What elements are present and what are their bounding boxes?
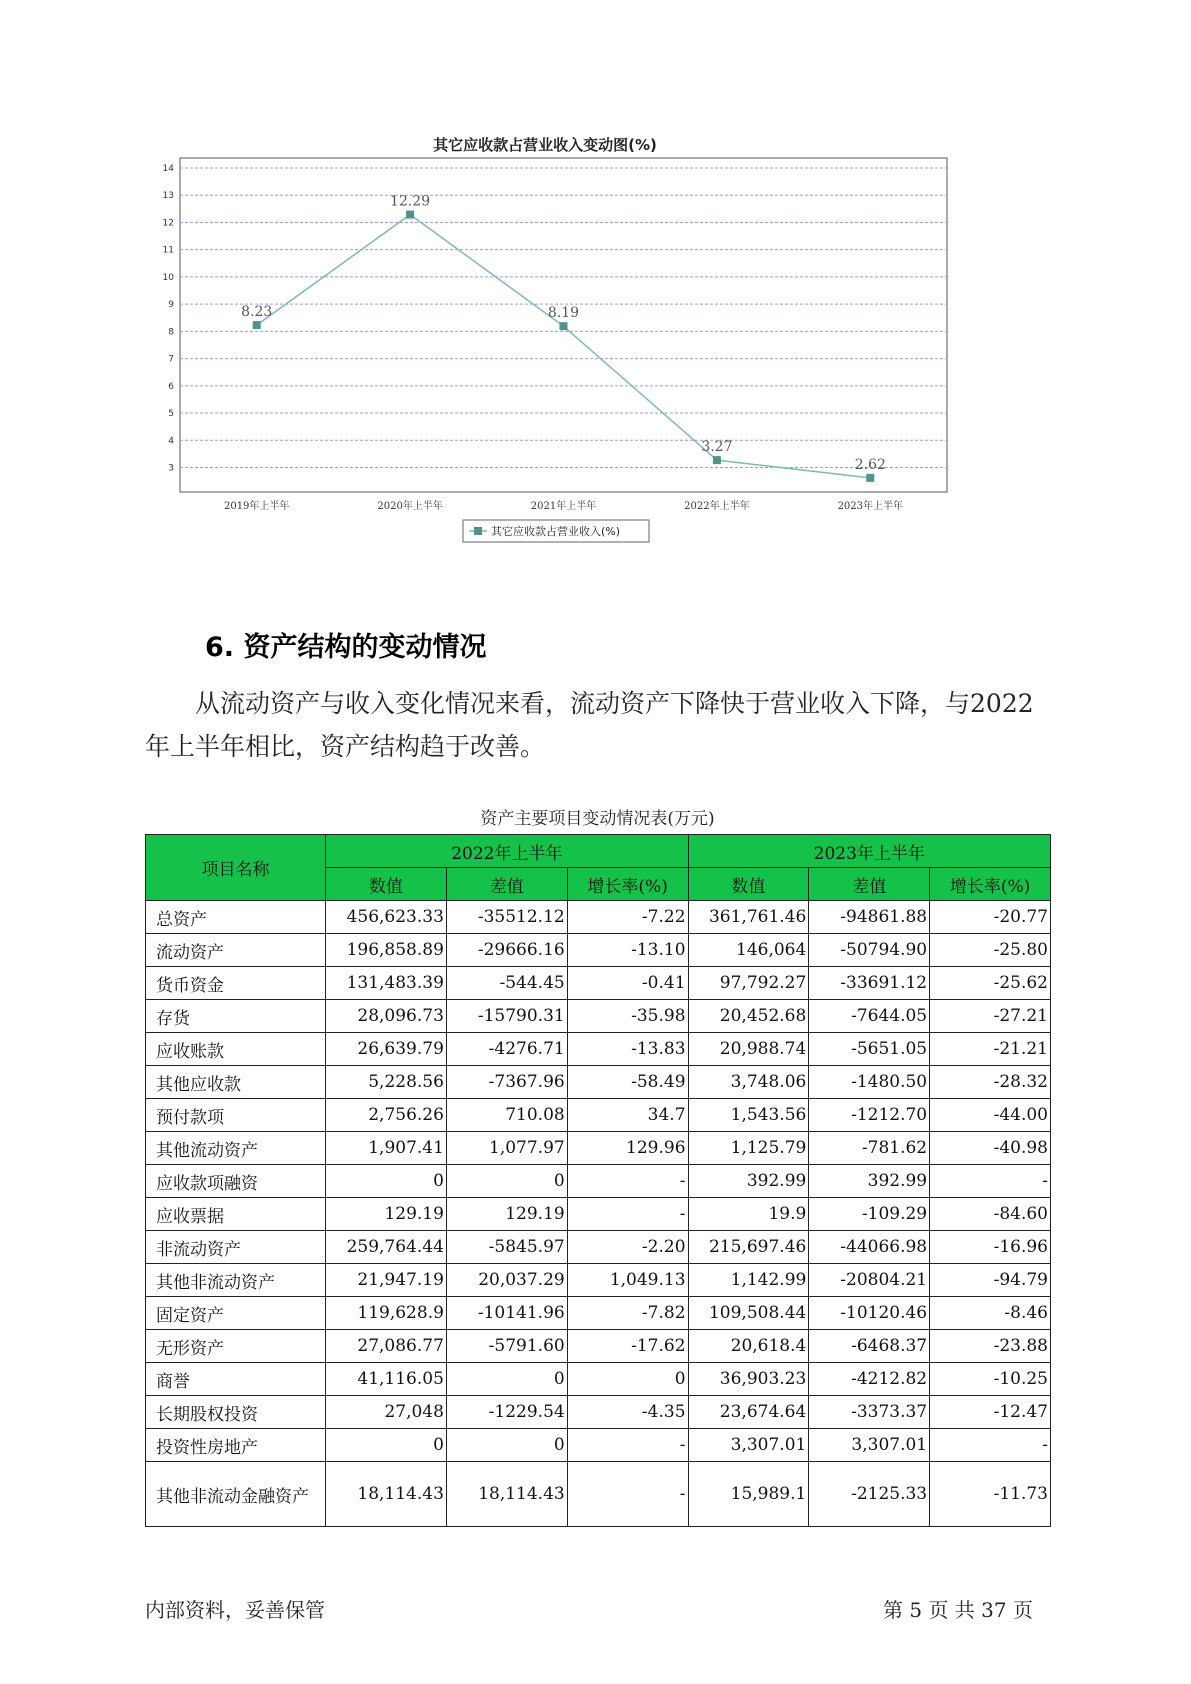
y-tick-label: 9 xyxy=(168,300,174,311)
cell-row-name: 商誉 xyxy=(146,1363,326,1396)
cell-value-2022: 5,228.56 xyxy=(326,1066,447,1099)
table-row xyxy=(146,967,1051,1000)
cell-value-2022: 2,756.26 xyxy=(326,1099,447,1132)
cell-diff-2022: -4276.71 xyxy=(446,1033,567,1066)
cell-rate-2023: -27.21 xyxy=(930,1000,1051,1033)
table-body xyxy=(146,901,1051,1527)
cell-diff-2022: -15790.31 xyxy=(446,1000,567,1033)
cell-diff-2023: -6468.37 xyxy=(809,1330,930,1363)
header-period-2023: 2023年上半年 xyxy=(688,835,1050,868)
cell-rate-2023: -21.21 xyxy=(930,1033,1051,1066)
cell-rate-2022: -0.41 xyxy=(567,967,688,1000)
cell-rate-2022: -13.10 xyxy=(567,934,688,967)
cell-row-name: 其他非流动金融资产 xyxy=(146,1462,326,1527)
cell-value-2023: 392.99 xyxy=(688,1165,809,1198)
legend-marker xyxy=(474,527,482,535)
table-row xyxy=(146,1396,1051,1429)
cell-value-2022: 26,639.79 xyxy=(326,1033,447,1066)
table-row xyxy=(146,1165,1051,1198)
cell-value-2023: 19.9 xyxy=(688,1198,809,1231)
cell-diff-2022: 129.19 xyxy=(446,1198,567,1231)
cell-rate-2022: -7.22 xyxy=(567,901,688,934)
cell-row-name: 无形资产 xyxy=(146,1330,326,1363)
footer-confidential: 内部资料，妥善保管 xyxy=(145,1598,325,1622)
y-tick-label: 13 xyxy=(162,191,174,202)
cell-value-2022: 196,858.89 xyxy=(326,934,447,967)
cell-diff-2023: -20804.21 xyxy=(809,1264,930,1297)
cell-rate-2022: 1,049.13 xyxy=(567,1264,688,1297)
table-row xyxy=(146,1297,1051,1330)
cell-row-name: 应收款项融资 xyxy=(146,1165,326,1198)
cell-rate-2023: - xyxy=(930,1165,1051,1198)
table-row xyxy=(146,1099,1051,1132)
y-tick-label: 12 xyxy=(162,218,174,229)
y-tick-label: 4 xyxy=(168,436,174,447)
body-paragraph xyxy=(145,682,1045,768)
cell-diff-2023: -50794.90 xyxy=(809,934,930,967)
cell-rate-2022: - xyxy=(567,1198,688,1231)
y-tick-label: 14 xyxy=(162,164,174,174)
cell-rate-2023: -10.25 xyxy=(930,1363,1051,1396)
cell-value-2022: 18,114.43 xyxy=(326,1462,447,1527)
header-rate: 增长率(%) xyxy=(567,868,688,901)
cell-row-name: 流动资产 xyxy=(146,934,326,967)
table-row xyxy=(146,1198,1051,1231)
data-point xyxy=(560,322,568,330)
cell-value-2023: 20,618.4 xyxy=(688,1330,809,1363)
cell-rate-2023: -44.00 xyxy=(930,1099,1051,1132)
cell-value-2023: 3,307.01 xyxy=(688,1429,809,1462)
cell-value-2023: 361,761.46 xyxy=(688,901,809,934)
cell-diff-2022: -1229.54 xyxy=(446,1396,567,1429)
cell-value-2022: 28,096.73 xyxy=(326,1000,447,1033)
cell-value-2022: 0 xyxy=(326,1429,447,1462)
cell-rate-2023: -12.47 xyxy=(930,1396,1051,1429)
cell-rate-2023: -40.98 xyxy=(930,1132,1051,1165)
cell-row-name: 应收票据 xyxy=(146,1198,326,1231)
cell-diff-2022: 0 xyxy=(446,1363,567,1396)
cell-diff-2023: -7644.05 xyxy=(809,1000,930,1033)
cell-diff-2022: -544.45 xyxy=(446,967,567,1000)
table-row xyxy=(146,1264,1051,1297)
cell-diff-2023: -4212.82 xyxy=(809,1363,930,1396)
cell-rate-2023: -25.62 xyxy=(930,967,1051,1000)
series-line xyxy=(257,215,871,478)
cell-rate-2022: -13.83 xyxy=(567,1033,688,1066)
header-diff: 差值 xyxy=(446,868,567,901)
cell-value-2022: 27,048 xyxy=(326,1396,447,1429)
cell-rate-2022: -17.62 xyxy=(567,1330,688,1363)
data-label: 12.29 xyxy=(390,193,431,210)
y-tick-label: 11 xyxy=(162,245,174,256)
cell-value-2022: 456,623.33 xyxy=(326,901,447,934)
y-tick-label: 10 xyxy=(162,272,174,283)
table-caption: 资产主要项目变动情况表(万元) xyxy=(480,809,715,829)
line-chart xyxy=(162,136,1020,590)
cell-value-2023: 20,988.74 xyxy=(688,1033,809,1066)
cell-diff-2023: -33691.12 xyxy=(809,967,930,1000)
data-label: 8.23 xyxy=(241,304,273,321)
cell-diff-2022: -5791.60 xyxy=(446,1330,567,1363)
chart-container xyxy=(162,136,1020,590)
header-value: 数值 xyxy=(326,868,447,901)
cell-value-2022: 41,116.05 xyxy=(326,1363,447,1396)
cell-row-name: 投资性房地产 xyxy=(146,1429,326,1462)
header-item-name: 项目名称 xyxy=(146,835,326,901)
cell-rate-2023: -20.77 xyxy=(930,901,1051,934)
y-tick-label: 8 xyxy=(168,327,174,338)
cell-value-2022: 27,086.77 xyxy=(326,1330,447,1363)
cell-rate-2023: -28.32 xyxy=(930,1066,1051,1099)
cell-rate-2022: 34.7 xyxy=(567,1099,688,1132)
y-tick-label: 3 xyxy=(168,463,174,474)
chart-title: 其它应收款占营业收入变动图(%) xyxy=(433,136,657,154)
x-tick-label: 2019年上半年 xyxy=(223,501,290,512)
cell-diff-2022: 20,037.29 xyxy=(446,1264,567,1297)
table-row xyxy=(146,1231,1051,1264)
cell-rate-2022: - xyxy=(567,1462,688,1527)
cell-value-2022: 21,947.19 xyxy=(326,1264,447,1297)
data-label: 2.62 xyxy=(854,456,886,473)
cell-diff-2022: -29666.16 xyxy=(446,934,567,967)
cell-value-2023: 1,142.99 xyxy=(688,1264,809,1297)
table-row xyxy=(146,1066,1051,1099)
cell-value-2023: 1,125.79 xyxy=(688,1132,809,1165)
cell-value-2023: 109,508.44 xyxy=(688,1297,809,1330)
table-row xyxy=(146,1000,1051,1033)
cell-value-2023: 215,697.46 xyxy=(688,1231,809,1264)
cell-diff-2022: -5845.97 xyxy=(446,1231,567,1264)
table-row xyxy=(146,1363,1051,1396)
cell-row-name: 应收账款 xyxy=(146,1033,326,1066)
header-period-2022: 2022年上半年 xyxy=(326,835,688,868)
header-value: 数值 xyxy=(688,868,809,901)
cell-value-2023: 1,543.56 xyxy=(688,1099,809,1132)
cell-rate-2022: -35.98 xyxy=(567,1000,688,1033)
cell-row-name: 存货 xyxy=(146,1000,326,1033)
table-row xyxy=(146,901,1051,934)
cell-value-2023: 3,748.06 xyxy=(688,1066,809,1099)
section-heading: 6. 资产结构的变动情况 xyxy=(205,632,487,663)
cell-diff-2023: -1212.70 xyxy=(809,1099,930,1132)
x-tick-label: 2020年上半年 xyxy=(377,501,443,512)
cell-value-2023: 97,792.27 xyxy=(688,967,809,1000)
cell-diff-2023: -781.62 xyxy=(809,1132,930,1165)
cell-diff-2023: 392.99 xyxy=(809,1165,930,1198)
cell-diff-2022: -35512.12 xyxy=(446,901,567,934)
cell-rate-2023: - xyxy=(930,1429,1051,1462)
y-tick-label: 5 xyxy=(168,409,174,420)
cell-rate-2022: -58.49 xyxy=(567,1066,688,1099)
cell-diff-2022: -10141.96 xyxy=(446,1297,567,1330)
cell-row-name: 固定资产 xyxy=(146,1297,326,1330)
cell-row-name: 总资产 xyxy=(146,901,326,934)
cell-value-2023: 36,903.23 xyxy=(688,1363,809,1396)
cell-row-name: 非流动资产 xyxy=(146,1231,326,1264)
cell-diff-2023: 3,307.01 xyxy=(809,1429,930,1462)
data-point xyxy=(253,321,261,329)
cell-row-name: 其他流动资产 xyxy=(146,1132,326,1165)
header-diff: 差值 xyxy=(809,868,930,901)
cell-rate-2022: - xyxy=(567,1429,688,1462)
cell-rate-2022: -2.20 xyxy=(567,1231,688,1264)
cell-diff-2023: -109.29 xyxy=(809,1198,930,1231)
y-tick-label: 6 xyxy=(168,381,174,392)
cell-rate-2022: -7.82 xyxy=(567,1297,688,1330)
cell-value-2023: 23,674.64 xyxy=(688,1396,809,1429)
x-tick-label: 2023年上半年 xyxy=(837,501,904,512)
cell-value-2022: 1,907.41 xyxy=(326,1132,447,1165)
cell-rate-2023: -94.79 xyxy=(930,1264,1051,1297)
cell-row-name: 货币资金 xyxy=(146,967,326,1000)
footer-page-number: 第 5 页 共 37 页 xyxy=(883,1598,1033,1622)
cell-diff-2023: -3373.37 xyxy=(809,1396,930,1429)
paragraph-text: 从流动资产与收入变化情况来看，流动资产下降快于营业收入下降，与2022年上半年相比，资产结构趋于改善。 xyxy=(145,689,1034,761)
cell-diff-2022: 18,114.43 xyxy=(446,1462,567,1527)
data-point xyxy=(406,211,414,219)
header-rate: 增长率(%) xyxy=(930,868,1051,901)
cell-value-2022: 119,628.9 xyxy=(326,1297,447,1330)
cell-row-name: 其他应收款 xyxy=(146,1066,326,1099)
cell-diff-2023: -10120.46 xyxy=(809,1297,930,1330)
data-point xyxy=(866,474,874,482)
x-tick-label: 2021年上半年 xyxy=(530,501,597,512)
cell-diff-2022: -7367.96 xyxy=(446,1066,567,1099)
cell-row-name: 预付款项 xyxy=(146,1099,326,1132)
table-row xyxy=(146,1132,1051,1165)
cell-rate-2023: -25.80 xyxy=(930,934,1051,967)
cell-value-2022: 129.19 xyxy=(326,1198,447,1231)
cell-rate-2022: 0 xyxy=(567,1363,688,1396)
cell-rate-2023: -16.96 xyxy=(930,1231,1051,1264)
cell-rate-2023: -84.60 xyxy=(930,1198,1051,1231)
cell-rate-2022: - xyxy=(567,1165,688,1198)
cell-rate-2023: -23.88 xyxy=(930,1330,1051,1363)
table-row xyxy=(146,1330,1051,1363)
asset-table xyxy=(145,834,1051,1527)
data-point xyxy=(713,456,721,464)
cell-rate-2023: -11.73 xyxy=(930,1462,1051,1527)
data-label: 3.27 xyxy=(701,439,733,456)
cell-diff-2023: -2125.33 xyxy=(809,1462,930,1527)
cell-value-2023: 146,064 xyxy=(688,934,809,967)
cell-diff-2022: 1,077.97 xyxy=(446,1132,567,1165)
cell-row-name: 其他非流动资产 xyxy=(146,1264,326,1297)
cell-rate-2023: -8.46 xyxy=(930,1297,1051,1330)
cell-value-2023: 20,452.68 xyxy=(688,1000,809,1033)
cell-diff-2023: -1480.50 xyxy=(809,1066,930,1099)
cell-value-2022: 259,764.44 xyxy=(326,1231,447,1264)
legend-label: 其它应收款占营业收入(%) xyxy=(491,525,621,538)
cell-diff-2023: -94861.88 xyxy=(809,901,930,934)
table-row xyxy=(146,1033,1051,1066)
cell-row-name: 长期股权投资 xyxy=(146,1396,326,1429)
cell-value-2023: 15,989.1 xyxy=(688,1462,809,1527)
cell-value-2022: 0 xyxy=(326,1165,447,1198)
cell-diff-2023: -5651.05 xyxy=(809,1033,930,1066)
cell-diff-2023: -44066.98 xyxy=(809,1231,930,1264)
table-row xyxy=(146,1462,1051,1527)
cell-diff-2022: 0 xyxy=(446,1165,567,1198)
data-label: 8.19 xyxy=(547,305,580,322)
cell-rate-2022: 129.96 xyxy=(567,1132,688,1165)
x-tick-label: 2022年上半年 xyxy=(684,501,750,512)
cell-rate-2022: -4.35 xyxy=(567,1396,688,1429)
cell-diff-2022: 0 xyxy=(446,1429,567,1462)
table-row xyxy=(146,934,1051,967)
cell-diff-2022: 710.08 xyxy=(446,1099,567,1132)
y-tick-label: 7 xyxy=(168,354,174,365)
cell-value-2022: 131,483.39 xyxy=(326,967,447,1000)
table-row xyxy=(146,1429,1051,1462)
